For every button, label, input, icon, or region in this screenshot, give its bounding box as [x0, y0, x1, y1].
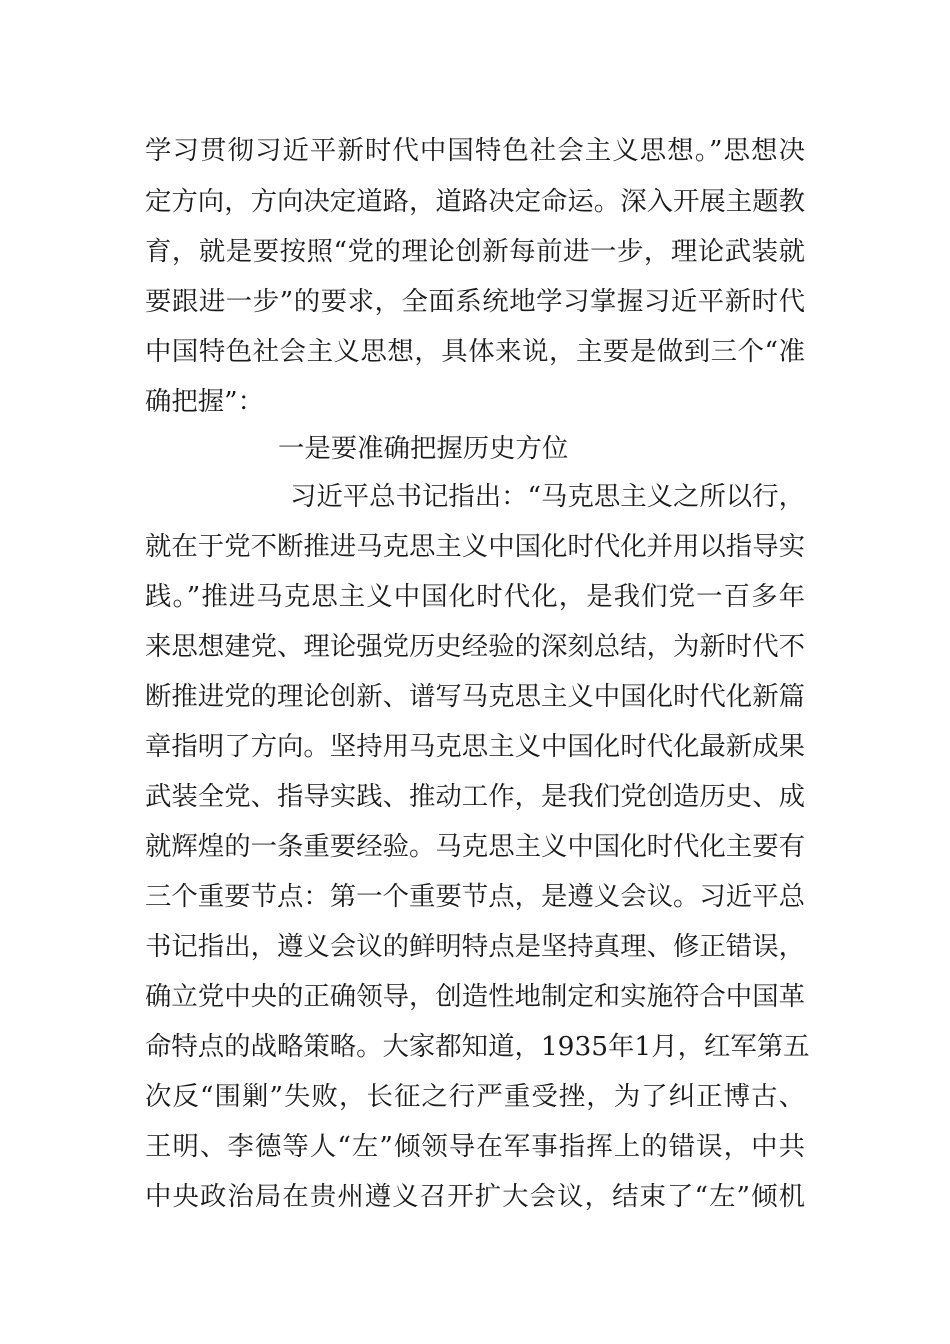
text-line: 就在于党不断推进马克思主义中国化时代化并用以指导实 [145, 531, 805, 562]
text-line: 就辉煌的一条重要经验。马克思主义中国化时代化主要有 [145, 831, 805, 862]
text-line: 育，就是要按照“党的理论创新每前进一步，理论武装就 [145, 236, 805, 267]
text-line: 确把握”： [145, 386, 265, 417]
text-line: 命特点的战略策略。大家都知道，1935年1月，红军第五 [145, 1031, 810, 1062]
text-line: 定方向，方向决定道路，道路决定命运。深入开展主题教 [145, 186, 805, 217]
text-line: 断推进党的理论创新、谱写马克思主义中国化时代化新篇 [145, 681, 805, 712]
text-line: 次反“围剿”失败，长征之行严重受挫，为了纠正博古、 [145, 1081, 805, 1112]
text-line: 中央政治局在贵州遵义召开扩大会议，结束了“左”倾机 [145, 1181, 805, 1212]
section-heading: 一是要准确把握历史方位 [278, 433, 569, 464]
text-line: 要跟进一步”的要求，全面系统地学习掌握习近平新时代 [145, 286, 805, 317]
paragraph-first-line: 习近平总书记指出：“马克思主义之所以行， [290, 481, 805, 512]
text-line: 三个重要节点：第一个重要节点，是遵义会议。习近平总 [145, 881, 805, 912]
text-line: 书记指出，遵义会议的鲜明特点是坚持真理、修正错误， [145, 931, 805, 962]
text-line: 学习贯彻习近平新时代中国特色社会主义思想。”思想决 [145, 135, 805, 166]
text-line: 来思想建党、理论强党历史经验的深刻总结，为新时代不 [145, 631, 805, 662]
text-line: 践。”推进马克思主义中国化时代化，是我们党一百多年 [145, 581, 805, 612]
text-line: 武装全党、指导实践、推动工作，是我们党创造历史、成 [145, 781, 805, 812]
text-line: 章指明了方向。坚持用马克思主义中国化时代化最新成果 [145, 731, 805, 762]
text-line: 王明、李德等人“左”倾领导在军事指挥上的错误，中共 [145, 1131, 805, 1162]
text-line: 中国特色社会主义思想，具体来说，主要是做到三个“准 [145, 336, 805, 367]
text-line: 确立党中央的正确领导，创造性地制定和实施符合中国革 [145, 981, 805, 1012]
